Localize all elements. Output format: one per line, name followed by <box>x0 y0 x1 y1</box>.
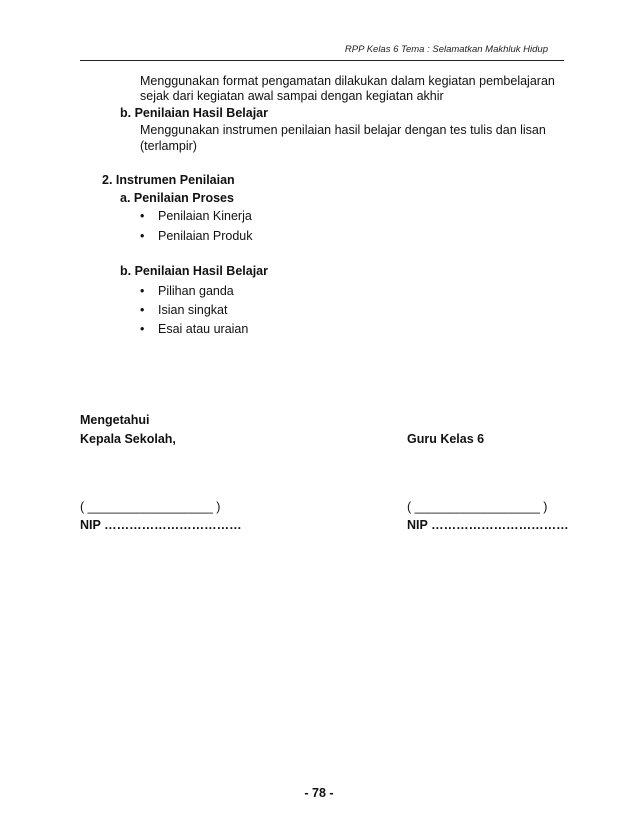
header-rule <box>80 60 564 61</box>
list-item-label: Penilaian Produk <box>158 229 253 243</box>
running-header: RPP Kelas 6 Tema : Selamatkan Makhluk Hidup <box>344 44 548 55</box>
section-heading-instrumen: 2. Instrumen Penilaian <box>102 173 235 187</box>
list-item <box>140 303 227 317</box>
subheading-hasil-belajar: b. Penilaian Hasil Belajar <box>120 106 268 120</box>
list-item-label: Esai atau uraian <box>158 322 249 336</box>
bullet-icon: • <box>140 322 145 336</box>
list-item-label: Penilaian Kinerja <box>158 209 252 223</box>
list-item <box>140 209 252 223</box>
bullet-icon: • <box>140 209 145 223</box>
list-item <box>140 229 253 243</box>
signature-left-heading: Mengetahui <box>80 413 150 427</box>
subheading-hasil-belajar-2: b. Penilaian Hasil Belajar <box>120 264 268 278</box>
paragraph-line: (terlampir) <box>140 139 197 153</box>
signature-left-name-line: ( __________________ ) <box>80 500 221 514</box>
paragraph-line: sejak dari kegiatan awal sampai dengan kegiatan akhir <box>140 89 444 103</box>
bullet-icon: • <box>140 229 145 243</box>
signature-right-title: Guru Kelas 6 <box>407 432 485 446</box>
signature-right-nip: NIP …………………………… <box>407 518 569 532</box>
signature-left-nip: NIP …………………………… <box>80 518 242 532</box>
subheading-penilaian-proses: a. Penilaian Proses <box>120 191 234 205</box>
paragraph-line: Menggunakan instrumen penilaian hasil belajar dengan tes tulis dan lisan <box>140 123 546 137</box>
signature-right-name-line: ( __________________ ) <box>407 500 548 514</box>
list-item <box>140 322 248 336</box>
paragraph-line: Menggunakan format pengamatan dilakukan dalam kegiatan pembelajaran <box>140 74 555 88</box>
bullet-icon: • <box>140 303 145 317</box>
list-item-label: Isian singkat <box>158 303 228 317</box>
list-item-label: Pilihan ganda <box>158 284 234 298</box>
page-number: - 78 - <box>304 786 334 800</box>
signature-left-title: Kepala Sekolah, <box>80 432 176 446</box>
bullet-icon: • <box>140 284 145 298</box>
list-item <box>140 284 234 298</box>
